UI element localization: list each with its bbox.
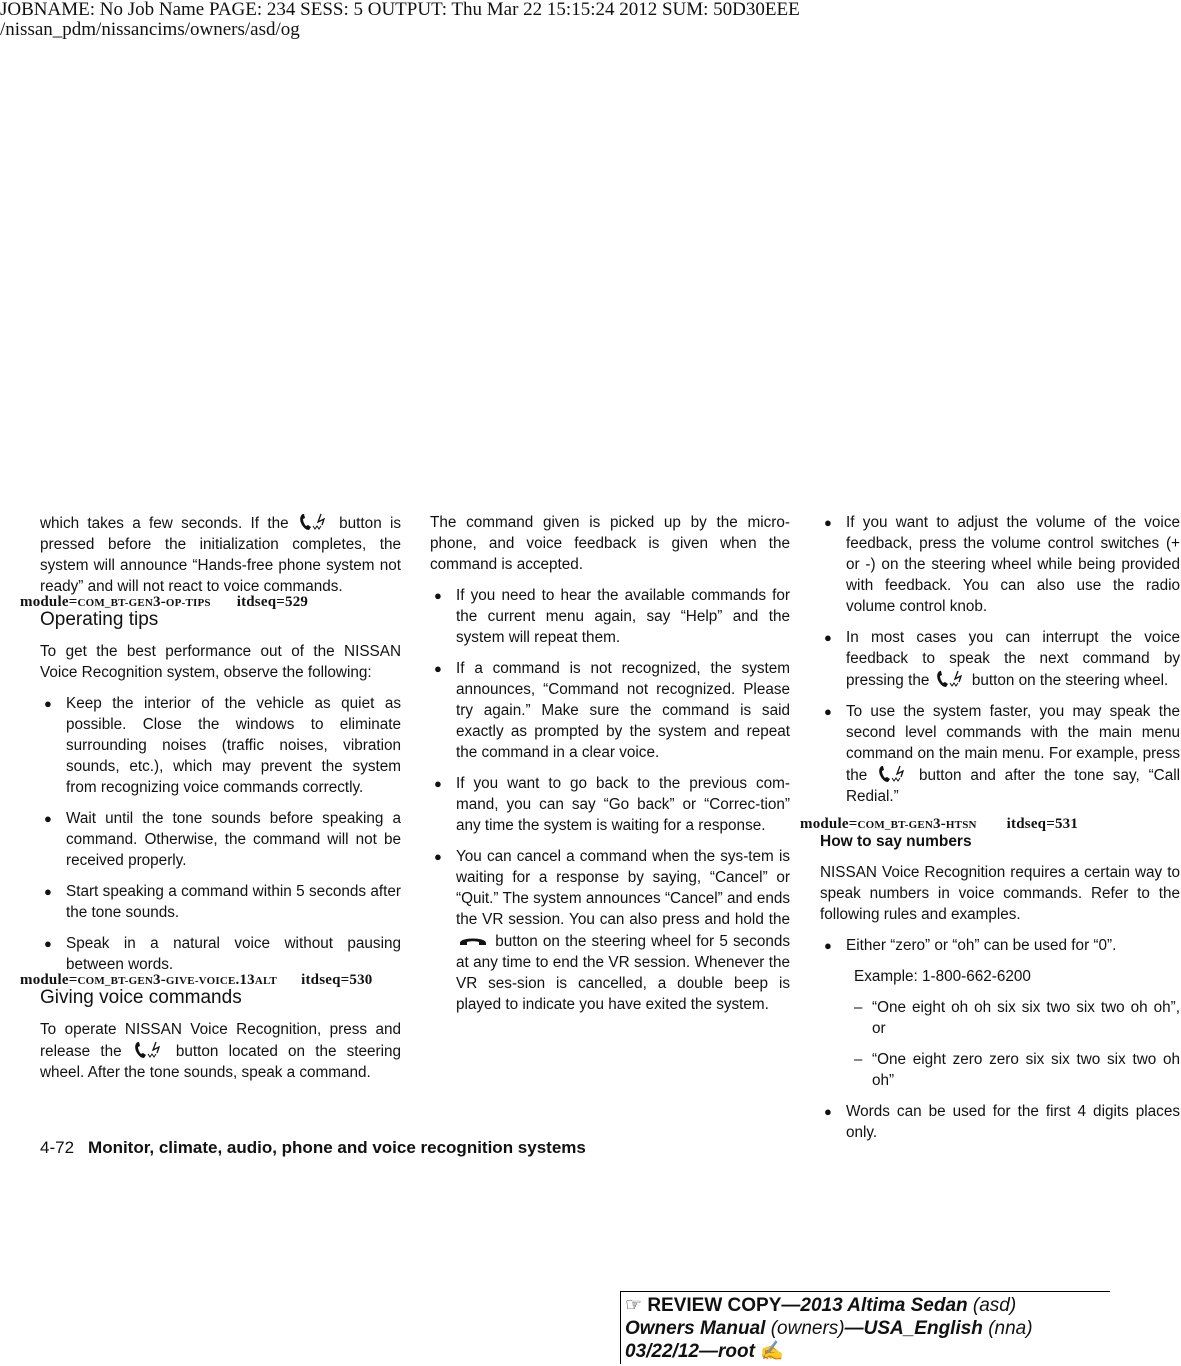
list-item: – “One eight oh oh six six two six two oh oh”, or (854, 999, 1180, 1037)
list-item: ● To use the system faster, you may speak the second level commands with the main menu command on the main menu. For example, press the button and after the tone say, “Call Redial.” (824, 703, 1181, 805)
paragraph: The command given is picked up by the micro-phone, and voice feedback is given when the command is accepted. (430, 514, 790, 573)
list-item: ● Words can be used for the first 4 digits places only. (824, 1103, 1180, 1141)
paragraph: NISSAN Voice Recognition requires a certain way to speak numbers in voice commands. Refer to the following rules and examples. (820, 864, 1180, 923)
list-item: – “One eight zero zero six six two six two oh oh” (854, 1051, 1180, 1089)
list-item: ● If a command is not recognized, the system announces, “Command not recognized. Please try again.” Make sure the command is said exactly as prompted by the system and repeat the command in a clear voice. (434, 660, 790, 761)
hang-up-icon (456, 930, 490, 950)
section-title: Monitor, climate, audio, phone and voice recognition systems (88, 1138, 586, 1157)
list-item: ● Keep the interior of the vehicle as quiet as possible. Close the windows to eliminate surrounding noises (traffic noises, vibration sounds, etc.), which may prevent the system from recognizing voice commands correctly. (44, 695, 401, 796)
list-item: ● Start speaking a command within 5 seconds after the tone sounds. (44, 883, 401, 921)
list-item: ● In most cases you can interrupt the voice feedback to speak the next command by pressing the button on the steering wheel. (824, 629, 1180, 689)
writing-hand-icon: ✍ (760, 1341, 784, 1362)
list-item: ● Speak in a natural voice without pausing between words. (44, 935, 401, 973)
column-1-operating-tips (40, 609, 401, 975)
paragraph: To operate NISSAN Voice Recognition, press and release the button located on the steering wheel. After the tone sounds, speak a command. (40, 1021, 402, 1081)
column-3 (820, 512, 1180, 807)
list-item: ● If you want to adjust the volume of the voice feedback, press the volume control switches (+ or -) on the steering wheel while being provided with feedback. You can also use the radio volume control knob. (824, 514, 1180, 615)
talk-phone-icon (876, 764, 910, 784)
heading-how-to-say-numbers: How to say numbers (820, 833, 972, 850)
column-1 (40, 512, 401, 597)
list-item: ● If you need to hear the available commands for the current menu again, say “Help” and the system will repeat them. (434, 587, 790, 646)
list-item: ● If you want to go back to the previous com-mand, you can say “Go back” or “Correc-tion” any time the system is waiting for a response. (434, 775, 790, 834)
column-3-numbers (820, 832, 1180, 1143)
path-header: /nissan_pdm/nissancims/owners/asd/og (0, 19, 300, 40)
column-1-giving-commands (40, 987, 401, 1083)
column-2 (430, 512, 790, 1015)
list-item: ● You can cancel a command when the sys-tem is waiting for a response by saying, “Cancel” or “Quit.” The system announces “Cancel” and ends the VR session. You can also press and hold the button on the steering wheel for 5 seconds at any time to end the VR session. Whenever the VR ses-sion is cancelled, a double beep is played to indicate you have exited the system. (434, 848, 791, 1013)
page-footer (40, 1138, 586, 1158)
talk-phone-icon (934, 669, 968, 689)
module-marker-op-tips: module=COM_BT-GEN3-OP-TIPS itdseq=529 (20, 594, 309, 610)
heading-operating-tips: Operating tips (40, 609, 159, 630)
pointing-hand-icon: ☞ (625, 1295, 643, 1316)
list-item: ● Wait until the tone sounds before speaking a command. Otherwise, the command will not be received properly. (44, 810, 401, 869)
intro-paragraph: which takes a few seconds. If the button is pressed before the initialization completes, the system will announce “Hands-free phone system not ready” and will not react to voice commands. (40, 512, 401, 597)
example-text: Example: 1-800-662-6200 (854, 968, 1031, 985)
heading-giving-voice-commands: Giving voice commands (40, 987, 242, 1008)
paragraph: To get the best performance out of the NISSAN Voice Recognition system, observe the following: (40, 643, 401, 681)
module-marker-give-voice: module=COM_BT-GEN3-GIVE-VOICE.13ALT itdseq=530 (20, 972, 373, 988)
module-marker-htsn: module=COM_BT-GEN3-HTSN itdseq=531 (800, 816, 1079, 832)
page-number: 4-72 (40, 1138, 75, 1157)
list-item: ● Either “zero” or “oh” can be used for “0”. (824, 937, 1117, 954)
job-header: JOBNAME: No Job Name PAGE: 234 SESS: 5 OUTPUT: Thu Mar 22 15:15:24 2012 SUM: 50D30EEE (0, 0, 800, 20)
talk-phone-icon (297, 512, 331, 532)
talk-phone-icon (132, 1040, 166, 1060)
review-copy-box: ☞ REVIEW COPY—2013 Altima Sedan (asd) Owners Manual (owners)—USA_English (nna) 03/22/12—root ✍ (620, 1291, 1110, 1364)
